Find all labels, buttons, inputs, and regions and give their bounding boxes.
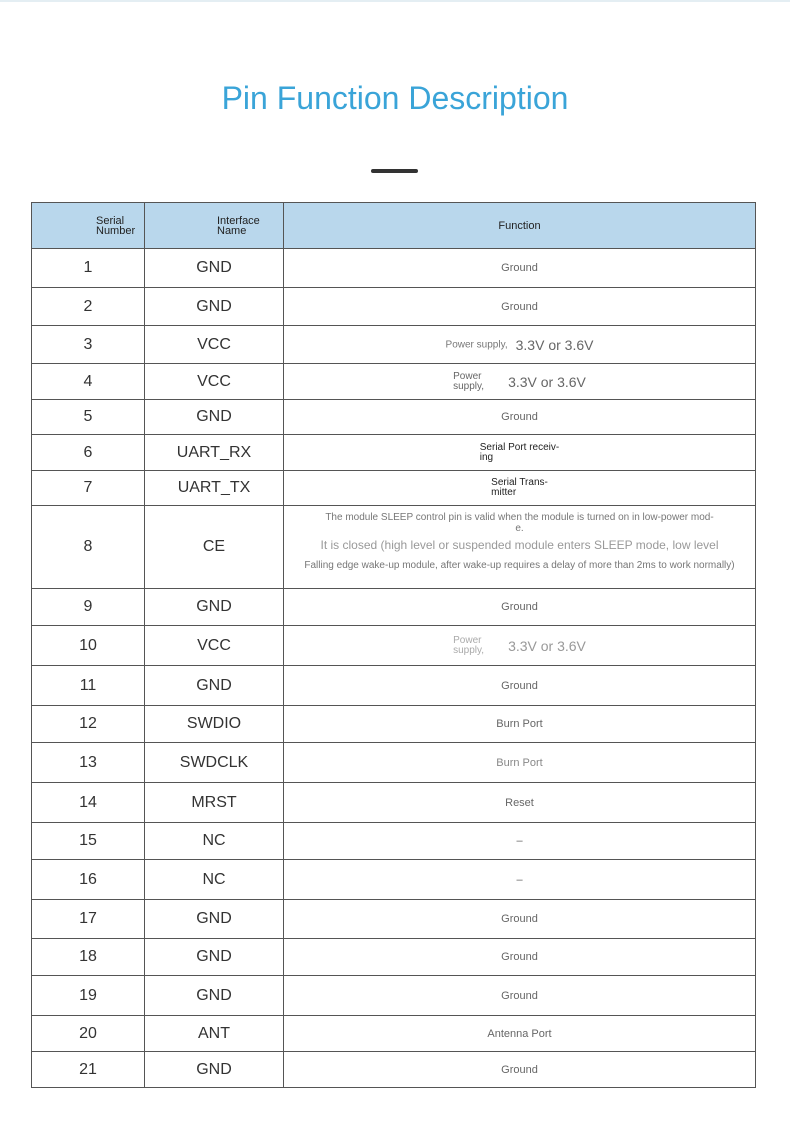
serial-number: 18 xyxy=(32,939,145,976)
function-text: Ground xyxy=(284,900,756,939)
table-row xyxy=(32,435,756,471)
function-text: The module SLEEP control pin is valid when the module is turned on in low-power mod- e. It is closed (high level or suspended module enters SLEEP mode, low level Falling edge wake-up module, after wake-up requires a delay of more than 2ms to work normally) xyxy=(284,506,756,589)
function-text: Ground xyxy=(284,1052,756,1088)
table-row xyxy=(32,939,756,976)
table-row xyxy=(32,706,756,743)
function-text: Ground xyxy=(284,288,756,326)
table-row xyxy=(32,249,756,288)
function-text: Power supply, 3.3V or 3.6V xyxy=(284,364,756,400)
table-row xyxy=(32,326,756,364)
table-row xyxy=(32,400,756,435)
table-row xyxy=(32,860,756,900)
interface-name: GND xyxy=(145,666,284,706)
table-row xyxy=(32,743,756,783)
table-header-row xyxy=(32,203,756,249)
table-row xyxy=(32,589,756,626)
function-text: Power supply, 3.3V or 3.6V xyxy=(284,626,756,666)
interface-name: VCC xyxy=(145,364,284,400)
serial-number: 1 xyxy=(32,249,145,288)
function-text: Ground xyxy=(284,666,756,706)
header-function: Function xyxy=(284,203,756,249)
title-divider xyxy=(371,169,418,173)
table-row xyxy=(32,288,756,326)
interface-name: NC xyxy=(145,860,284,900)
interface-name: UART_RX xyxy=(145,435,284,471)
serial-number: 21 xyxy=(32,1052,145,1088)
interface-name: NC xyxy=(145,823,284,860)
serial-number: 10 xyxy=(32,626,145,666)
pin-table xyxy=(31,202,756,1088)
table-row xyxy=(32,1016,756,1052)
interface-name: UART_TX xyxy=(145,471,284,506)
function-text: Power supply, 3.3V or 3.6V xyxy=(284,326,756,364)
table-row xyxy=(32,626,756,666)
interface-name: VCC xyxy=(145,326,284,364)
interface-name: VCC xyxy=(145,626,284,666)
serial-number: 17 xyxy=(32,900,145,939)
serial-number: 8 xyxy=(32,506,145,589)
interface-name: CE xyxy=(145,506,284,589)
interface-name: MRST xyxy=(145,783,284,823)
table-row xyxy=(32,364,756,400)
interface-name: SWDIO xyxy=(145,706,284,743)
interface-name: ANT xyxy=(145,1016,284,1052)
page-title: Pin Function Description xyxy=(221,80,569,116)
function-text: Ground xyxy=(284,589,756,626)
interface-name: GND xyxy=(145,900,284,939)
table-row xyxy=(32,783,756,823)
serial-number: 12 xyxy=(32,706,145,743)
table-row xyxy=(32,506,756,589)
table-row xyxy=(32,471,756,506)
interface-name: GND xyxy=(145,249,284,288)
function-text: Reset xyxy=(284,783,756,823)
interface-name: SWDCLK xyxy=(145,743,284,783)
table-row xyxy=(32,1052,756,1088)
interface-name: GND xyxy=(145,288,284,326)
serial-number: 11 xyxy=(32,666,145,706)
serial-number: 3 xyxy=(32,326,145,364)
header-interface-name: Interface Name xyxy=(145,203,284,249)
table-row xyxy=(32,823,756,860)
serial-number: 2 xyxy=(32,288,145,326)
interface-name: GND xyxy=(145,589,284,626)
interface-name: GND xyxy=(145,939,284,976)
interface-name: GND xyxy=(145,976,284,1016)
function-text: Serial Trans- mitter xyxy=(284,471,756,506)
interface-name: GND xyxy=(145,400,284,435)
table-row xyxy=(32,666,756,706)
top-rule xyxy=(0,0,790,2)
serial-number: 15 xyxy=(32,823,145,860)
table-row xyxy=(32,976,756,1016)
serial-number: 16 xyxy=(32,860,145,900)
function-text: Ground xyxy=(284,939,756,976)
function-text: Ground xyxy=(284,249,756,288)
serial-number: 6 xyxy=(32,435,145,471)
function-text: Ground xyxy=(284,400,756,435)
serial-number: 19 xyxy=(32,976,145,1016)
header-serial-number: Serial Number xyxy=(32,203,145,249)
serial-number: 20 xyxy=(32,1016,145,1052)
interface-name: GND xyxy=(145,1052,284,1088)
serial-number: 14 xyxy=(32,783,145,823)
function-text: Ground xyxy=(284,976,756,1016)
function-text: Antenna Port xyxy=(284,1016,756,1052)
function-text: Burn Port xyxy=(284,706,756,743)
serial-number: 9 xyxy=(32,589,145,626)
function-text: – xyxy=(284,860,756,900)
serial-number: 13 xyxy=(32,743,145,783)
table-row xyxy=(32,900,756,939)
function-text: Burn Port xyxy=(284,743,756,783)
function-text: – xyxy=(284,823,756,860)
serial-number: 7 xyxy=(32,471,145,506)
function-text: Serial Port receiv- ing xyxy=(284,435,756,471)
serial-number: 5 xyxy=(32,400,145,435)
serial-number: 4 xyxy=(32,364,145,400)
